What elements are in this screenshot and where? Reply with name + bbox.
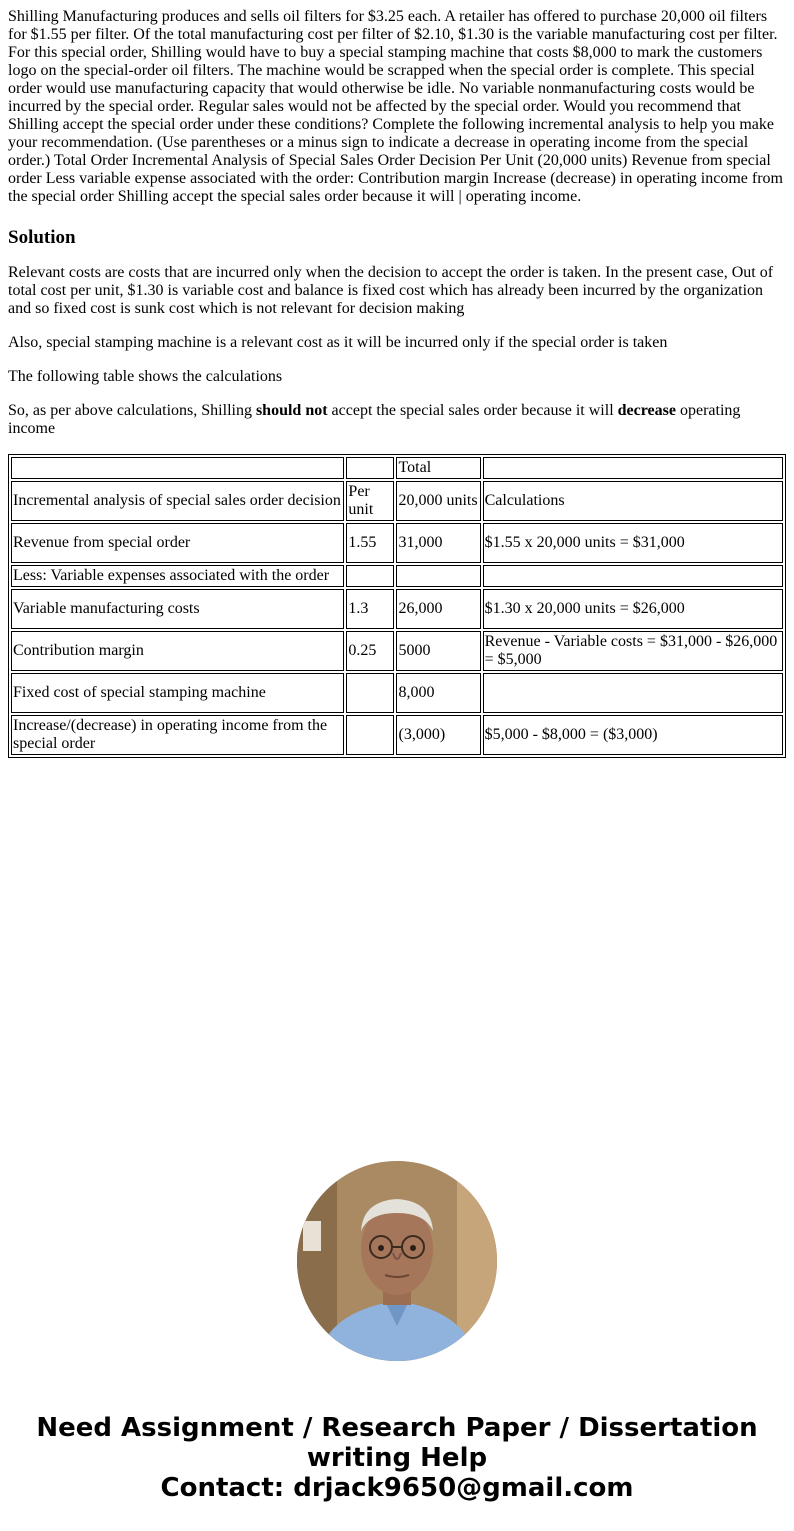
ad-contact-line: Contact: drjack9650@gmail.com xyxy=(160,1473,634,1503)
incremental-analysis-table xyxy=(8,454,786,758)
table-cell-total: 26,000 xyxy=(396,589,480,629)
table-cell-total: 20,000 units xyxy=(396,481,480,521)
table-cell-label: Increase/(decrease) in operating income from the special order xyxy=(11,715,344,755)
conclusion-middle: accept the special sales order because it will xyxy=(327,402,618,419)
conclusion-prefix: So, as per above calculations, Shilling xyxy=(8,402,256,419)
table-cell-calc: $5,000 - $8,000 = ($3,000) xyxy=(483,715,783,755)
advertisement-banner xyxy=(0,1413,794,1503)
ad-line-2: writing Help xyxy=(306,1443,488,1473)
table-cell-label: Fixed cost of special stamping machine xyxy=(11,673,344,713)
avatar xyxy=(297,1161,497,1361)
table-cell xyxy=(346,565,394,587)
question-text: Shilling Manufacturing produces and sells oil filters for $3.25 each. A retailer has offered to purchase 20,000 oil filters for $1.55 per filter. Of the total manufacturing cost per filter of $2.10, $1.30 is the variable manufacturing cost per filter. For this special order, Shilling would have to buy a special stamping machine that costs $8,000 to mark the customers logo on the special-order oil filters. The machine would be scrapped when the special order is complete. This special order would use manufacturing capacity that would otherwise be idle. No variable nonmanufacturing costs would be incurred by the special order. Regular sales would not be affected by the special order. Would you recommend that Shilling accept the special order under these conditions? Complete the following incremental analysis to help you make your recommendation. (Use parentheses or a minus sign to indicate a decrease in operating income from the special order.) Total Order Incremental Analysis of Special Sales Order Decision Per Unit (20,000 units) Revenue from special order Less variable expense associated with the order: Contribution margin Increase (decrease) in operating income from the special order Shilling accept the special sales order because it will | operating income. xyxy=(8,8,783,205)
table-cell-label: Less: Variable expenses associated with the order xyxy=(11,565,344,587)
table-cell xyxy=(396,565,480,587)
conclusion-bold-decrease: decrease xyxy=(617,402,676,419)
table-cell-label: Contribution margin xyxy=(11,631,344,671)
table-row-less xyxy=(11,565,783,587)
table-cell xyxy=(346,457,394,479)
table-row-header xyxy=(11,457,783,479)
solution-heading: Solution xyxy=(8,227,76,248)
table-cell-label: Variable manufacturing costs xyxy=(11,589,344,629)
ad-line-1: Need Assignment / Research Paper / Dissertation xyxy=(36,1413,758,1443)
table-cell-total: 31,000 xyxy=(396,523,480,563)
table-cell-per-unit: 1.3 xyxy=(346,589,394,629)
table-row-revenue xyxy=(11,523,783,563)
solution-paragraph-relevant-costs: Relevant costs are costs that are incurred only when the decision to accept the order is taken. In the present case, Out of total cost per unit, $1.30 is variable cost and balance is fixed cost which has already been incurred by the organization and so fixed cost is sunk cost which is not relevant for decision making xyxy=(8,264,774,317)
table-row-contribution-margin xyxy=(11,631,783,671)
table-cell xyxy=(483,673,783,713)
solution-conclusion xyxy=(8,402,786,438)
table-cell xyxy=(346,715,394,755)
table-cell xyxy=(483,457,783,479)
table-cell-label: Revenue from special order xyxy=(11,523,344,563)
document-body xyxy=(0,8,794,758)
table-cell-per-unit: Per unit xyxy=(346,481,394,521)
table-cell xyxy=(346,673,394,713)
table-cell-calc: Calculations xyxy=(483,481,783,521)
table-cell-total-header: Total xyxy=(396,457,480,479)
table-row-heading xyxy=(11,481,783,521)
solution-paragraph-table-intro: The following table shows the calculations xyxy=(8,368,283,385)
table-cell-calc: $1.55 x 20,000 units = $31,000 xyxy=(483,523,783,563)
table-cell-per-unit: 1.55 xyxy=(346,523,394,563)
table-cell xyxy=(11,457,344,479)
table-row-variable-costs xyxy=(11,589,783,629)
author-photo-icon xyxy=(297,1161,497,1361)
table-cell xyxy=(483,565,783,587)
table-cell-total: 8,000 xyxy=(396,673,480,713)
table-cell-label: Incremental analysis of special sales order decision xyxy=(11,481,344,521)
solution-paragraph-stamping-machine: Also, special stamping machine is a relevant cost as it will be incurred only if the special order is taken xyxy=(8,334,668,351)
table-cell-total: 5000 xyxy=(396,631,480,671)
table-cell-per-unit: 0.25 xyxy=(346,631,394,671)
table-row-fixed-cost xyxy=(11,673,783,713)
conclusion-bold-should-not: should not xyxy=(255,402,328,419)
table-cell-calc: Revenue - Variable costs = $31,000 - $26,000 = $5,000 xyxy=(483,631,783,671)
table-row-operating-income xyxy=(11,715,783,755)
table-cell-calc: $1.30 x 20,000 units = $26,000 xyxy=(483,589,783,629)
conclusion-suffix: operating income xyxy=(8,402,741,437)
table-cell-total: (3,000) xyxy=(396,715,480,755)
